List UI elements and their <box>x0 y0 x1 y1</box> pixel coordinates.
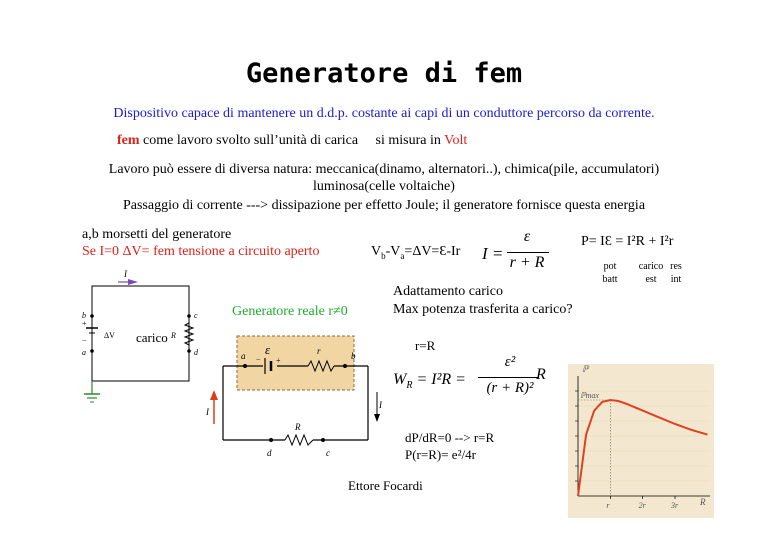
chart-pmax-label: ℙmax <box>580 391 599 400</box>
fem-description: come lavoro svolto sull’unità di carica <box>143 133 359 148</box>
unit-prefix: si misura in <box>375 133 441 148</box>
right-b-label: b <box>351 351 356 361</box>
right-R-label: R <box>295 422 301 432</box>
label-batt: batt <box>602 274 618 285</box>
left-b-label: b <box>82 311 86 320</box>
intro-text: Dispositivo capace di mantenere un d.d.p. costante ai capi di un conduttore percorso da corrente. <box>113 106 655 121</box>
current-formula-numerator: ε <box>523 228 531 245</box>
left-R-label: R <box>171 331 176 340</box>
work-formula-tail: R <box>536 366 546 383</box>
real-generator-circuit <box>205 332 385 468</box>
matching-title: Adattamento carico <box>393 284 504 299</box>
chart-x-tick-label: 2r <box>638 501 646 510</box>
current-formula-denominator: r + R <box>509 254 545 271</box>
max-power-line: P(r=R)= e²/4r <box>405 447 476 462</box>
right-r-label: r <box>317 346 321 356</box>
unit-volt: Volt <box>444 133 468 148</box>
work-formula-numerator: ε² <box>504 354 516 370</box>
author: Ettore Focardi <box>348 478 423 493</box>
right-c-label: c <box>326 448 330 458</box>
label-est: est <box>645 274 657 285</box>
open-circuit-text: Se I=0 ΔV= fem tensione a circuito aperto <box>82 244 320 259</box>
left-current-label: I <box>124 269 127 279</box>
terminals-text: a,b morsetti del generatore <box>82 227 232 242</box>
work-formula-denominator: (r + R)² <box>486 380 534 396</box>
real-generator-label: Generatore reale r≠0 <box>232 304 348 319</box>
chart-x-tick-label: 3r <box>671 501 679 510</box>
right-I-right-label: I <box>379 400 382 410</box>
left-a-label: a <box>82 348 86 357</box>
left-c-label: c <box>194 311 198 320</box>
fem-line <box>117 133 467 149</box>
left-plus: + <box>82 319 87 328</box>
nature-line-2: luminosa(celle voltaiche) <box>313 179 455 194</box>
current-formula-lhs: I = <box>482 244 504 263</box>
joule-line: Passaggio di corrente ---> dissipazione per effetto Joule; il generatore fornisce questa energia <box>122 198 646 213</box>
right-a-label: a <box>241 351 246 361</box>
chart-background <box>568 364 714 518</box>
derivative-line: dP/dR=0 --> r=R <box>405 430 495 445</box>
work-fraction-bar <box>478 377 538 378</box>
power-formula: P= IƐ = I²R + I²r <box>581 234 674 249</box>
left-d-label: d <box>194 348 198 357</box>
chart-x-tick-label: r <box>606 501 610 510</box>
work-formula-lhs: $W_R = I^2R$ = <box>393 371 466 392</box>
left-dv-label: ΔV <box>104 331 115 340</box>
open-circuit-diagram <box>60 266 200 411</box>
label-carico: carico <box>638 261 664 272</box>
chart-y-label: ℙ <box>582 364 589 374</box>
vb-va-formula: $V_b-V_a=\Delta V=Ɛ-Ir$ <box>371 244 461 261</box>
matching-question: Max potenza trasferita a carico? <box>393 302 573 317</box>
label-int: int <box>670 274 682 285</box>
carico-label: carico <box>136 330 168 345</box>
r-equals-R: r=R <box>415 338 436 353</box>
right-minus: − <box>256 355 261 364</box>
power-vs-load-chart <box>560 358 720 526</box>
fraction-bar <box>507 252 549 253</box>
page-title: Generatore di fem <box>245 58 523 89</box>
right-eps-label: ε <box>265 342 271 357</box>
left-minus: − <box>82 336 87 345</box>
nature-line-1: Lavoro può essere di diversa natura: meccanica(dinamo, alternatori..), chimica(pile, accumulatori) <box>108 162 660 177</box>
chart-x-label: R <box>700 497 706 507</box>
label-res: res <box>670 261 682 272</box>
label-pot: pot <box>603 261 617 272</box>
fem-term: fem <box>117 133 140 148</box>
right-d-label: d <box>267 448 272 458</box>
right-I-left-label: I <box>206 407 209 417</box>
right-plus: + <box>276 356 281 365</box>
